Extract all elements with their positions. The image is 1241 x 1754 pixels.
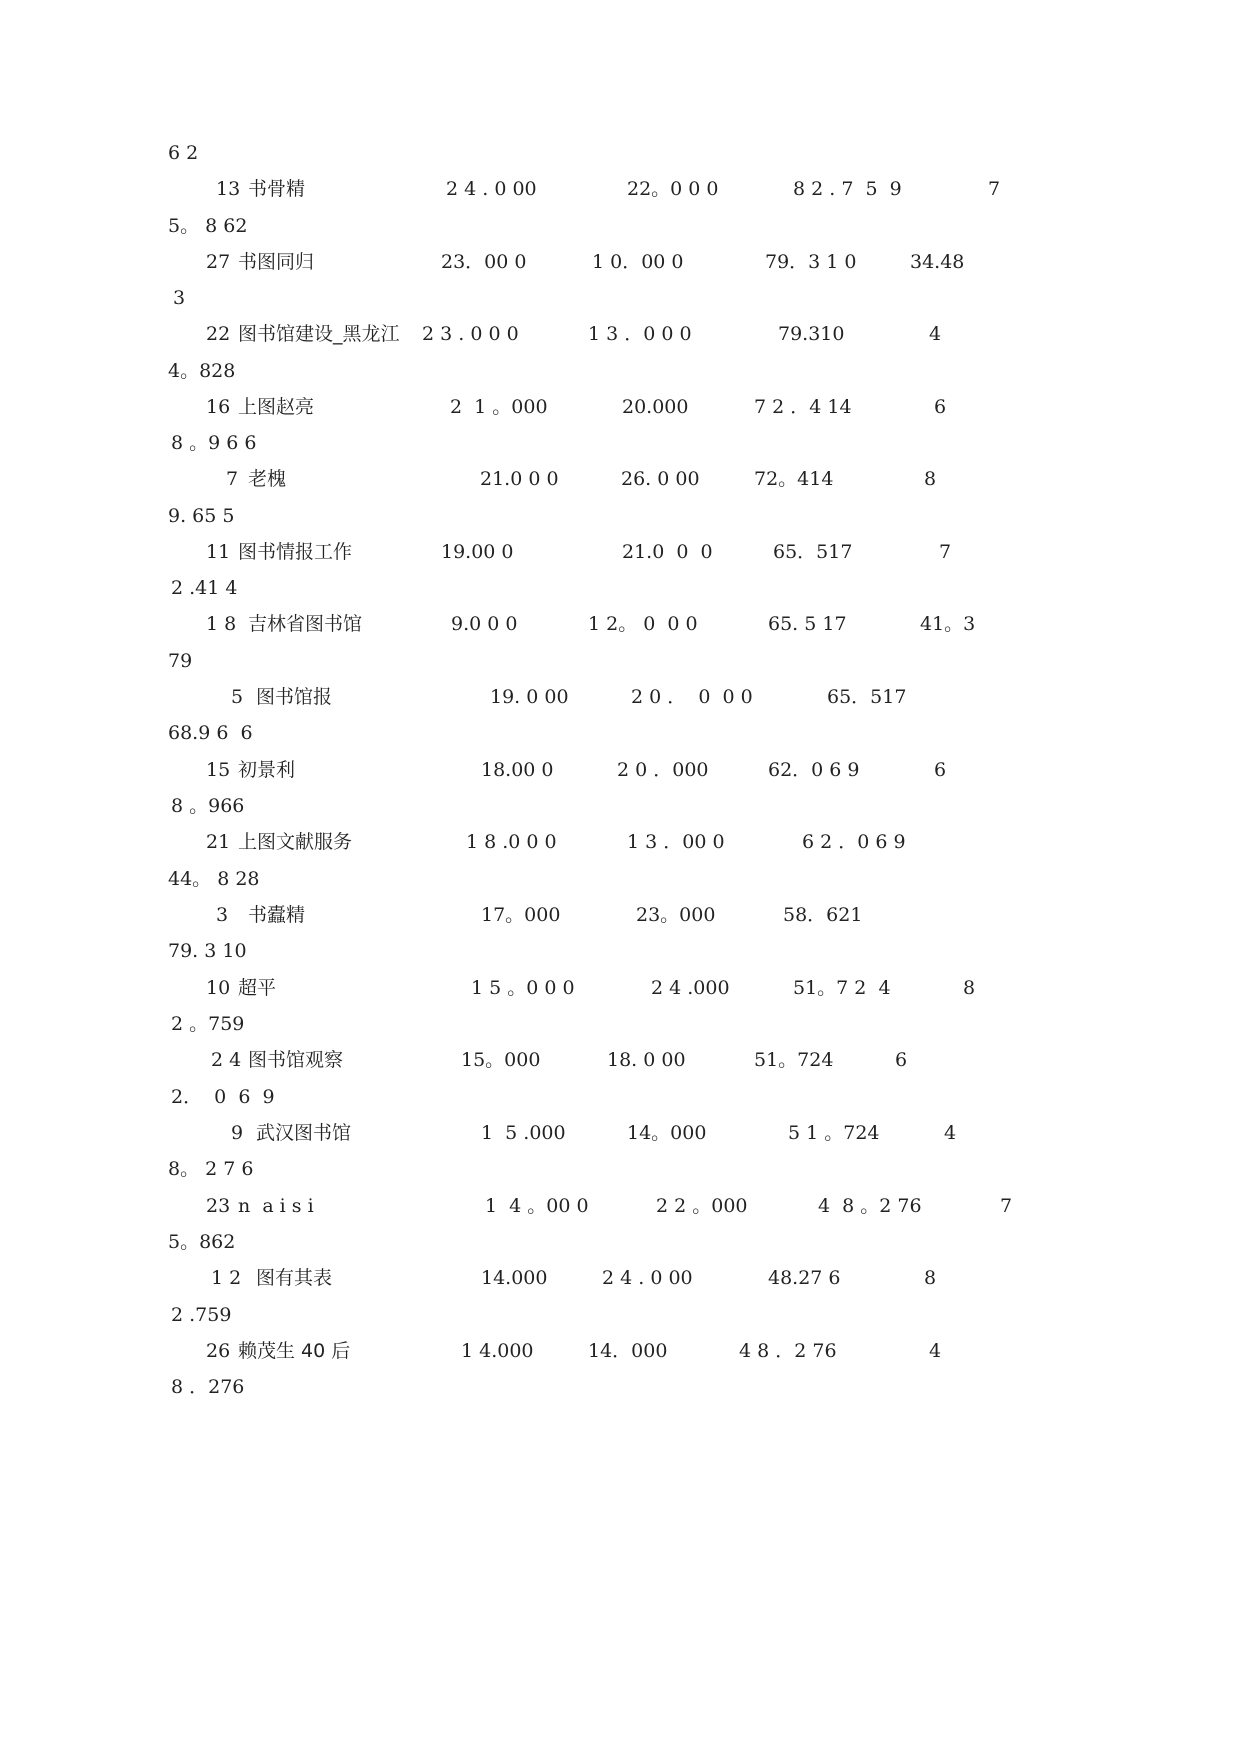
continuation-line (0, 573, 1241, 603)
continuation-line (0, 1082, 1241, 1112)
table-row (0, 609, 1241, 639)
continuation-line (0, 283, 1241, 313)
row-value-4: 4 (929, 1340, 942, 1362)
continuation-line (0, 1009, 1241, 1039)
row-value-2: 1 3 ．00 0 (627, 831, 725, 853)
table-row (0, 1045, 1241, 1075)
row-value-1: 1 8 .0 0 0 (466, 831, 557, 853)
table-row (0, 537, 1241, 567)
row-name: 图书情报工作 (238, 541, 353, 563)
continuation-text: 5。862 (168, 1231, 236, 1253)
table-row (0, 464, 1241, 494)
table-row (0, 247, 1241, 277)
continuation-text: 2 .41 4 (171, 577, 238, 599)
row-rank: 1 8 (206, 613, 237, 635)
row-value-3: 4 8 ．2 76 (739, 1340, 837, 1362)
row-value-3: 4 8 。2 76 (818, 1195, 922, 1217)
row-value-3: 79.310 (778, 323, 845, 345)
row-name: 图有其表 (256, 1267, 333, 1289)
row-value-3: 79．3 1 0 (765, 251, 857, 273)
row-value-4: 4 (929, 323, 942, 345)
row-value-1: 2 4 . 0 00 (446, 178, 537, 200)
row-name: 图书馆报 (256, 686, 333, 708)
continuation-text: 4。828 (168, 360, 236, 382)
continuation-line (0, 428, 1241, 458)
row-value-4: 7 (939, 541, 952, 563)
row-value-3: 72。414 (754, 468, 834, 490)
continuation-text: 68.9 6 6 (168, 722, 253, 744)
row-rank: 11 (206, 541, 231, 563)
row-value-2: 22。0 0 0 (627, 178, 719, 200)
row-rank: 10 (206, 977, 231, 999)
continuation-text: 6 2 (168, 142, 199, 164)
table-row (0, 392, 1241, 422)
row-name: 书蠹精 (248, 904, 306, 926)
row-value-2: 20.000 (622, 396, 689, 418)
row-value-1: 21.0 0 0 (480, 468, 559, 490)
row-name: 老槐 (248, 468, 287, 490)
row-value-3: 51。7 2 4 (793, 977, 891, 999)
continuation-text: 79. 3 10 (168, 940, 247, 962)
row-value-2: 26. 0 00 (621, 468, 700, 490)
row-name: 图书馆建设_黑龙江 (238, 323, 400, 345)
row-rank: 15 (206, 759, 231, 781)
row-rank: 16 (206, 396, 231, 418)
continuation-text: 5。 8 62 (168, 215, 248, 237)
row-value-4: 6 (934, 396, 947, 418)
continuation-text: 2 .759 (171, 1304, 232, 1326)
row-value-2: 18. 0 00 (607, 1049, 686, 1071)
row-value-2: 23。000 (636, 904, 716, 926)
row-value-4: 8 (924, 468, 937, 490)
row-rank: 9 (231, 1122, 244, 1144)
row-value-1: 1 4 。00 0 (485, 1195, 589, 1217)
row-value-1: 19. 0 00 (490, 686, 569, 708)
row-value-3: 65．517 (773, 541, 853, 563)
row-value-2: 2 0 ．000 (617, 759, 709, 781)
table-row (0, 1336, 1241, 1366)
continuation-text: 8 。966 (171, 795, 245, 817)
continuation-line (0, 501, 1241, 531)
continuation-line (0, 864, 1241, 894)
row-name: 赖茂生 40 后 (238, 1340, 351, 1362)
row-value-3: 62．0 6 9 (768, 759, 860, 781)
continuation-line (0, 646, 1241, 676)
row-value-2: 2 4 . 0 00 (602, 1267, 693, 1289)
row-value-2: 14。000 (627, 1122, 707, 1144)
row-name: 书骨精 (248, 178, 306, 200)
table-row (0, 174, 1241, 204)
continuation-line (0, 791, 1241, 821)
table-row (0, 1191, 1241, 1221)
row-rank: 27 (206, 251, 231, 273)
row-rank: 21 (206, 831, 231, 853)
continuation-text: 79 (168, 650, 193, 672)
row-name: 初景利 (238, 759, 296, 781)
row-value-1: 9.0 0 0 (451, 613, 518, 635)
continuation-line (0, 936, 1241, 966)
row-value-1: 19.00 0 (441, 541, 514, 563)
table-row (0, 682, 1241, 712)
row-value-1: 18.00 0 (481, 759, 554, 781)
table-row (0, 319, 1241, 349)
row-value-3: 48.27 6 (768, 1267, 841, 1289)
row-value-4: 8 (924, 1267, 937, 1289)
row-value-2: 2 4 .000 (651, 977, 730, 999)
row-value-2: 1 2。 0 0 0 (588, 613, 698, 635)
row-value-3: 5 1 。724 (788, 1122, 880, 1144)
continuation-text: 8 ．276 (171, 1376, 245, 1398)
table-row (0, 973, 1241, 1003)
row-rank: 3 (216, 904, 229, 926)
row-rank: 7 (226, 468, 239, 490)
row-value-1: 1 5 。0 0 0 (471, 977, 575, 999)
continuation-text: 8 。9 6 6 (171, 432, 257, 454)
row-value-3: 65. 5 17 (768, 613, 847, 635)
row-rank: 1 2 (211, 1267, 242, 1289)
row-value-4: 7 (988, 178, 1001, 200)
row-value-4: 4 (944, 1122, 957, 1144)
row-value-1: 2 3 . 0 0 0 (422, 323, 519, 345)
row-value-4: 41。3 (920, 613, 976, 635)
continuation-line (0, 1154, 1241, 1184)
row-value-4: 7 (1000, 1195, 1013, 1217)
continuation-line (0, 1300, 1241, 1330)
row-value-2: 1 0．00 0 (592, 251, 684, 273)
row-value-2: 2 2 。000 (656, 1195, 748, 1217)
row-value-4: 34.48 (910, 251, 965, 273)
continuation-line (0, 1227, 1241, 1257)
row-value-2: 1 3 ．0 0 0 (588, 323, 692, 345)
row-value-4: 8 (963, 977, 976, 999)
row-value-1: 1 4.000 (461, 1340, 534, 1362)
row-rank: 23 (206, 1195, 231, 1217)
row-value-3: 65．517 (827, 686, 907, 708)
row-value-2: 2 0 ． 0 0 0 (631, 686, 753, 708)
row-value-2: 14．000 (588, 1340, 668, 1362)
row-value-1: 23．00 0 (441, 251, 527, 273)
table-row (0, 827, 1241, 857)
row-value-3: 58．621 (783, 904, 863, 926)
continuation-line (0, 138, 1241, 168)
row-rank: 22 (206, 323, 231, 345)
row-name: n a i s i (238, 1195, 314, 1217)
row-value-3: 51。724 (754, 1049, 834, 1071)
row-name: 图书馆观察 (248, 1049, 344, 1071)
row-value-3: 8 2 . 7 5 9 (793, 178, 902, 200)
row-rank: 5 (231, 686, 244, 708)
row-name: 超平 (238, 977, 277, 999)
row-rank: 13 (216, 178, 241, 200)
row-value-1: 1 5 .000 (481, 1122, 566, 1144)
row-name: 上图赵亮 (238, 396, 315, 418)
table-row (0, 755, 1241, 785)
row-value-1: 2 1 。000 (450, 396, 548, 418)
row-value-3: 6 2 ．0 6 9 (802, 831, 906, 853)
row-name: 上图文献服务 (238, 831, 353, 853)
table-row (0, 900, 1241, 930)
row-value-2: 21.0 0 0 (622, 541, 713, 563)
row-value-3: 7 2 ．4 14 (754, 396, 852, 418)
row-value-1: 14.000 (481, 1267, 548, 1289)
continuation-line (0, 211, 1241, 241)
continuation-text: 8。 2 7 6 (168, 1158, 254, 1180)
table-row (0, 1118, 1241, 1148)
continuation-text: 3 (173, 287, 186, 309)
continuation-line (0, 718, 1241, 748)
row-value-1: 15。000 (461, 1049, 541, 1071)
row-name: 武汉图书馆 (256, 1122, 352, 1144)
row-value-4: 6 (934, 759, 947, 781)
continuation-text: 2． 0 6 9 (171, 1086, 275, 1108)
row-name: 书图同归 (238, 251, 315, 273)
continuation-text: 44。 8 28 (168, 868, 260, 890)
continuation-line (0, 1372, 1241, 1402)
continuation-text: 2 。759 (171, 1013, 245, 1035)
continuation-text: 9. 65 5 (168, 505, 235, 527)
row-value-1: 17。000 (481, 904, 561, 926)
row-rank: 2 4 (211, 1049, 242, 1071)
table-row (0, 1263, 1241, 1293)
continuation-line (0, 356, 1241, 386)
row-rank: 26 (206, 1340, 231, 1362)
row-value-4: 6 (895, 1049, 908, 1071)
row-name: 吉林省图书馆 (248, 613, 363, 635)
